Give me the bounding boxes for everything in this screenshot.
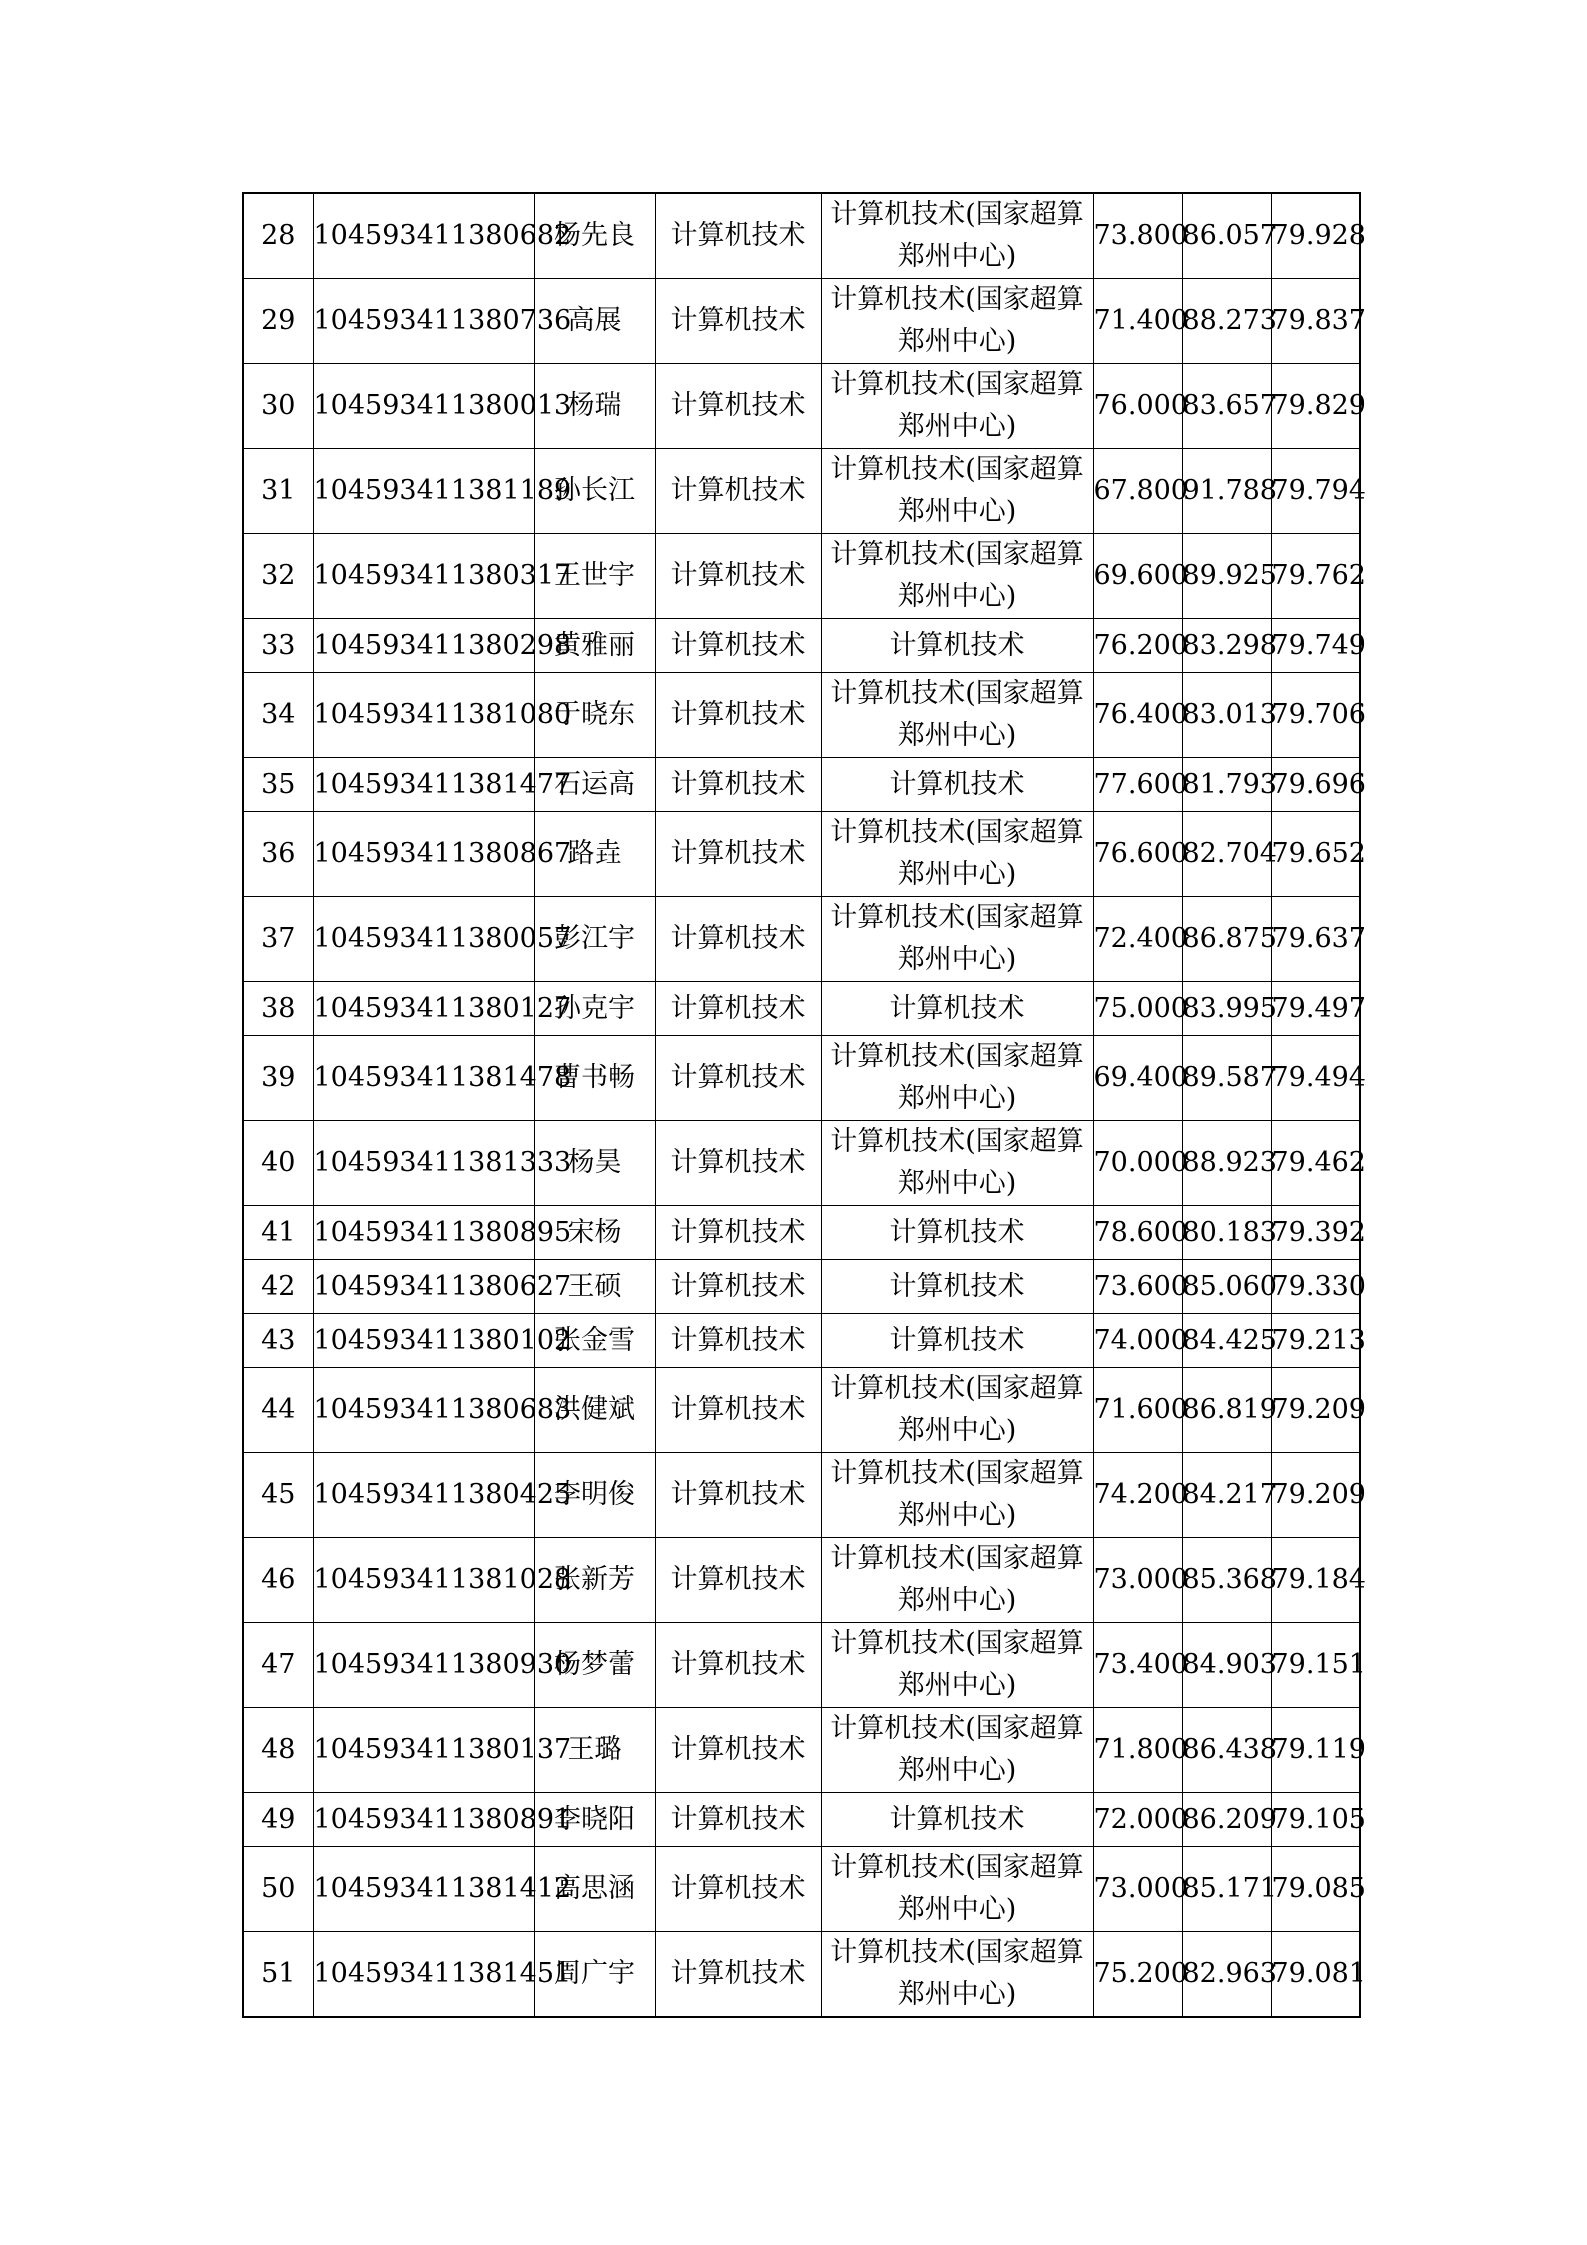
table-row <box>243 1036 1360 1121</box>
cell-direction: 计算机技术(国家超算郑州中心) <box>821 1036 1093 1121</box>
table-row <box>243 812 1360 897</box>
cell-score-total: 79.105 <box>1271 1793 1360 1847</box>
cell-rank: 31 <box>243 449 313 534</box>
cell-score-total: 79.184 <box>1271 1538 1360 1623</box>
cell-name: 杨昊 <box>534 1121 655 1206</box>
cell-rank: 44 <box>243 1368 313 1453</box>
cell-score-total: 79.794 <box>1271 449 1360 534</box>
table-row <box>243 1260 1360 1314</box>
table-row <box>243 1453 1360 1538</box>
table-row <box>243 1708 1360 1793</box>
cell-rank: 29 <box>243 279 313 364</box>
cell-score-total: 79.829 <box>1271 364 1360 449</box>
cell-name: 张新芳 <box>534 1538 655 1623</box>
cell-score-prelim: 76.600 <box>1093 812 1182 897</box>
cell-exam-id: 104593411381451 <box>313 1932 534 2018</box>
table-row <box>243 364 1360 449</box>
cell-major: 计算机技术 <box>655 1932 821 2018</box>
cell-rank: 46 <box>243 1538 313 1623</box>
cell-major: 计算机技术 <box>655 449 821 534</box>
cell-score-total: 79.928 <box>1271 193 1360 279</box>
cell-rank: 40 <box>243 1121 313 1206</box>
cell-score-total: 79.637 <box>1271 897 1360 982</box>
cell-score-prelim: 73.400 <box>1093 1623 1182 1708</box>
cell-score-total: 79.749 <box>1271 619 1360 673</box>
cell-direction: 计算机技术(国家超算郑州中心) <box>821 1121 1093 1206</box>
cell-score-total: 79.696 <box>1271 758 1360 812</box>
cell-name: 宋杨 <box>534 1206 655 1260</box>
cell-score-retest: 83.298 <box>1182 619 1271 673</box>
table-row <box>243 1538 1360 1623</box>
cell-major: 计算机技术 <box>655 1793 821 1847</box>
cell-score-retest: 85.060 <box>1182 1260 1271 1314</box>
cell-direction: 计算机技术(国家超算郑州中心) <box>821 673 1093 758</box>
cell-score-prelim: 77.600 <box>1093 758 1182 812</box>
table-row <box>243 1623 1360 1708</box>
cell-direction: 计算机技术 <box>821 1314 1093 1368</box>
cell-direction: 计算机技术(国家超算郑州中心) <box>821 1538 1093 1623</box>
cell-rank: 32 <box>243 534 313 619</box>
cell-exam-id: 104593411381333 <box>313 1121 534 1206</box>
cell-exam-id: 104593411381477 <box>313 758 534 812</box>
cell-rank: 34 <box>243 673 313 758</box>
cell-name: 高展 <box>534 279 655 364</box>
cell-exam-id: 104593411380930 <box>313 1623 534 1708</box>
cell-score-prelim: 76.200 <box>1093 619 1182 673</box>
cell-name: 路垚 <box>534 812 655 897</box>
cell-score-retest: 82.963 <box>1182 1932 1271 2018</box>
cell-rank: 45 <box>243 1453 313 1538</box>
cell-name: 杨瑞 <box>534 364 655 449</box>
cell-exam-id: 104593411380891 <box>313 1793 534 1847</box>
table-body <box>243 193 1366 2017</box>
table-row <box>243 449 1360 534</box>
cell-rank: 28 <box>243 193 313 279</box>
table-row <box>243 534 1360 619</box>
cell-score-total: 79.119 <box>1271 1708 1360 1793</box>
cell-score-total: 79.151 <box>1271 1623 1360 1708</box>
cell-score-total: 79.652 <box>1271 812 1360 897</box>
cell-score-retest: 81.793 <box>1182 758 1271 812</box>
cell-score-retest: 83.657 <box>1182 364 1271 449</box>
table-row <box>243 1314 1360 1368</box>
cell-exam-id: 104593411380425 <box>313 1453 534 1538</box>
cell-major: 计算机技术 <box>655 1708 821 1793</box>
cell-direction: 计算机技术 <box>821 982 1093 1036</box>
cell-direction: 计算机技术 <box>821 1793 1093 1847</box>
cell-score-prelim: 70.000 <box>1093 1121 1182 1206</box>
cell-major: 计算机技术 <box>655 1260 821 1314</box>
cell-name: 高思涵 <box>534 1847 655 1932</box>
cell-exam-id: 104593411380736 <box>313 279 534 364</box>
cell-rank: 38 <box>243 982 313 1036</box>
cell-major: 计算机技术 <box>655 364 821 449</box>
cell-direction: 计算机技术(国家超算郑州中心) <box>821 193 1093 279</box>
cell-score-total: 79.213 <box>1271 1314 1360 1368</box>
cell-score-retest: 88.273 <box>1182 279 1271 364</box>
cell-direction: 计算机技术 <box>821 758 1093 812</box>
cell-score-prelim: 73.000 <box>1093 1847 1182 1932</box>
cell-major: 计算机技术 <box>655 1623 821 1708</box>
cell-name: 曹书畅 <box>534 1036 655 1121</box>
cell-exam-id: 104593411380137 <box>313 1708 534 1793</box>
cell-exam-id: 104593411380682 <box>313 193 534 279</box>
cell-name: 彭江宇 <box>534 897 655 982</box>
cell-score-retest: 84.217 <box>1182 1453 1271 1538</box>
table-row <box>243 193 1360 279</box>
cell-score-prelim: 72.400 <box>1093 897 1182 982</box>
cell-rank: 49 <box>243 1793 313 1847</box>
cell-name: 杨先良 <box>534 193 655 279</box>
table-row <box>243 619 1360 673</box>
cell-exam-id: 104593411380013 <box>313 364 534 449</box>
cell-name: 王世宇 <box>534 534 655 619</box>
cell-exam-id: 104593411381478 <box>313 1036 534 1121</box>
cell-name: 黄雅丽 <box>534 619 655 673</box>
cell-rank: 50 <box>243 1847 313 1932</box>
cell-score-retest: 89.587 <box>1182 1036 1271 1121</box>
table-row <box>243 982 1360 1036</box>
table-row <box>243 1793 1360 1847</box>
table-row <box>243 897 1360 982</box>
cell-score-total: 79.081 <box>1271 1932 1360 2018</box>
cell-major: 计算机技术 <box>655 1453 821 1538</box>
cell-exam-id: 104593411380298 <box>313 619 534 673</box>
cell-direction: 计算机技术(国家超算郑州中心) <box>821 1623 1093 1708</box>
cell-score-retest: 86.209 <box>1182 1793 1271 1847</box>
cell-exam-id: 104593411380895 <box>313 1206 534 1260</box>
cell-exam-id: 104593411381189 <box>313 449 534 534</box>
cell-exam-id: 104593411380127 <box>313 982 534 1036</box>
cell-rank: 36 <box>243 812 313 897</box>
cell-major: 计算机技术 <box>655 982 821 1036</box>
cell-score-total: 79.494 <box>1271 1036 1360 1121</box>
cell-direction: 计算机技术(国家超算郑州中心) <box>821 279 1093 364</box>
cell-direction: 计算机技术(国家超算郑州中心) <box>821 1708 1093 1793</box>
table-row <box>243 1847 1360 1932</box>
cell-name: 洪健斌 <box>534 1368 655 1453</box>
cell-score-total: 79.392 <box>1271 1206 1360 1260</box>
cell-score-retest: 86.057 <box>1182 193 1271 279</box>
cell-score-total: 79.330 <box>1271 1260 1360 1314</box>
cell-major: 计算机技术 <box>655 1368 821 1453</box>
cell-score-prelim: 71.400 <box>1093 279 1182 364</box>
cell-score-retest: 84.903 <box>1182 1623 1271 1708</box>
cell-direction: 计算机技术 <box>821 1206 1093 1260</box>
cell-name: 李晓阳 <box>534 1793 655 1847</box>
cell-name: 王璐 <box>534 1708 655 1793</box>
cell-major: 计算机技术 <box>655 1538 821 1623</box>
cell-name: 孙长江 <box>534 449 655 534</box>
cell-major: 计算机技术 <box>655 812 821 897</box>
cell-score-prelim: 69.400 <box>1093 1036 1182 1121</box>
cell-name: 杨梦蕾 <box>534 1623 655 1708</box>
cell-score-retest: 80.183 <box>1182 1206 1271 1260</box>
cell-rank: 35 <box>243 758 313 812</box>
cell-exam-id: 104593411380102 <box>313 1314 534 1368</box>
cell-major: 计算机技术 <box>655 758 821 812</box>
cell-score-prelim: 75.200 <box>1093 1932 1182 2018</box>
cell-score-prelim: 71.800 <box>1093 1708 1182 1793</box>
cell-score-prelim: 76.000 <box>1093 364 1182 449</box>
cell-major: 计算机技术 <box>655 1847 821 1932</box>
cell-rank: 42 <box>243 1260 313 1314</box>
cell-exam-id: 104593411380627 <box>313 1260 534 1314</box>
cell-direction: 计算机技术(国家超算郑州中心) <box>821 1453 1093 1538</box>
cell-direction: 计算机技术(国家超算郑州中心) <box>821 897 1093 982</box>
cell-score-total: 79.462 <box>1271 1121 1360 1206</box>
cell-score-retest: 83.995 <box>1182 982 1271 1036</box>
cell-score-retest: 88.923 <box>1182 1121 1271 1206</box>
cell-direction: 计算机技术(国家超算郑州中心) <box>821 534 1093 619</box>
cell-direction: 计算机技术(国家超算郑州中心) <box>821 364 1093 449</box>
cell-rank: 41 <box>243 1206 313 1260</box>
cell-score-prelim: 73.600 <box>1093 1260 1182 1314</box>
cell-direction: 计算机技术(国家超算郑州中心) <box>821 449 1093 534</box>
table-row <box>243 1206 1360 1260</box>
cell-exam-id: 104593411381028 <box>313 1538 534 1623</box>
cell-score-retest: 85.368 <box>1182 1538 1271 1623</box>
cell-rank: 33 <box>243 619 313 673</box>
cell-score-total: 79.706 <box>1271 673 1360 758</box>
table-row <box>243 758 1360 812</box>
cell-direction: 计算机技术(国家超算郑州中心) <box>821 1368 1093 1453</box>
cell-major: 计算机技术 <box>655 1121 821 1206</box>
cell-score-prelim: 74.000 <box>1093 1314 1182 1368</box>
cell-score-retest: 84.425 <box>1182 1314 1271 1368</box>
cell-score-retest: 86.819 <box>1182 1368 1271 1453</box>
cell-score-prelim: 74.200 <box>1093 1453 1182 1538</box>
cell-score-prelim: 69.600 <box>1093 534 1182 619</box>
cell-score-retest: 86.875 <box>1182 897 1271 982</box>
cell-major: 计算机技术 <box>655 1036 821 1121</box>
cell-rank: 48 <box>243 1708 313 1793</box>
cell-major: 计算机技术 <box>655 673 821 758</box>
cell-major: 计算机技术 <box>655 897 821 982</box>
cell-score-prelim: 73.000 <box>1093 1538 1182 1623</box>
cell-score-prelim: 76.400 <box>1093 673 1182 758</box>
cell-score-total: 79.837 <box>1271 279 1360 364</box>
cell-direction: 计算机技术(国家超算郑州中心) <box>821 1847 1093 1932</box>
cell-name: 张金雪 <box>534 1314 655 1368</box>
cell-score-prelim: 71.600 <box>1093 1368 1182 1453</box>
cell-direction: 计算机技术(国家超算郑州中心) <box>821 1932 1093 2018</box>
cell-major: 计算机技术 <box>655 193 821 279</box>
cell-exam-id: 104593411380867 <box>313 812 534 897</box>
cell-exam-id: 104593411381412 <box>313 1847 534 1932</box>
table-row <box>243 1932 1360 2018</box>
cell-exam-id: 104593411380057 <box>313 897 534 982</box>
cell-score-prelim: 73.800 <box>1093 193 1182 279</box>
cell-score-total: 79.209 <box>1271 1453 1360 1538</box>
cell-rank: 37 <box>243 897 313 982</box>
cell-score-total: 79.762 <box>1271 534 1360 619</box>
cell-major: 计算机技术 <box>655 534 821 619</box>
cell-rank: 39 <box>243 1036 313 1121</box>
cell-exam-id: 104593411380683 <box>313 1368 534 1453</box>
cell-score-retest: 85.171 <box>1182 1847 1271 1932</box>
cell-major: 计算机技术 <box>655 279 821 364</box>
cell-score-total: 79.497 <box>1271 982 1360 1036</box>
cell-major: 计算机技术 <box>655 1314 821 1368</box>
cell-name: 石运高 <box>534 758 655 812</box>
cell-name: 王硕 <box>534 1260 655 1314</box>
cell-score-retest: 91.788 <box>1182 449 1271 534</box>
cell-name: 李明俊 <box>534 1453 655 1538</box>
cell-rank: 30 <box>243 364 313 449</box>
cell-score-retest: 82.704 <box>1182 812 1271 897</box>
cell-name: 周广宇 <box>534 1932 655 2018</box>
cell-score-prelim: 78.600 <box>1093 1206 1182 1260</box>
cell-name: 于晓东 <box>534 673 655 758</box>
cell-score-prelim: 67.800 <box>1093 449 1182 534</box>
cell-direction: 计算机技术 <box>821 1260 1093 1314</box>
cell-score-total: 79.085 <box>1271 1847 1360 1932</box>
score-table <box>242 192 1366 2018</box>
cell-exam-id: 104593411380317 <box>313 534 534 619</box>
cell-score-retest: 89.925 <box>1182 534 1271 619</box>
cell-score-retest: 83.013 <box>1182 673 1271 758</box>
table-row <box>243 1368 1360 1453</box>
table-row <box>243 1121 1360 1206</box>
cell-major: 计算机技术 <box>655 1206 821 1260</box>
cell-direction: 计算机技术 <box>821 619 1093 673</box>
cell-rank: 51 <box>243 1932 313 2018</box>
cell-score-prelim: 75.000 <box>1093 982 1182 1036</box>
cell-major: 计算机技术 <box>655 619 821 673</box>
cell-exam-id: 104593411381080 <box>313 673 534 758</box>
cell-score-retest: 86.438 <box>1182 1708 1271 1793</box>
cell-direction: 计算机技术(国家超算郑州中心) <box>821 812 1093 897</box>
cell-rank: 43 <box>243 1314 313 1368</box>
table-row <box>243 279 1360 364</box>
cell-score-total: 79.209 <box>1271 1368 1360 1453</box>
cell-score-prelim: 72.000 <box>1093 1793 1182 1847</box>
cell-rank: 47 <box>243 1623 313 1708</box>
cell-name: 孙克宇 <box>534 982 655 1036</box>
table-row <box>243 673 1360 758</box>
